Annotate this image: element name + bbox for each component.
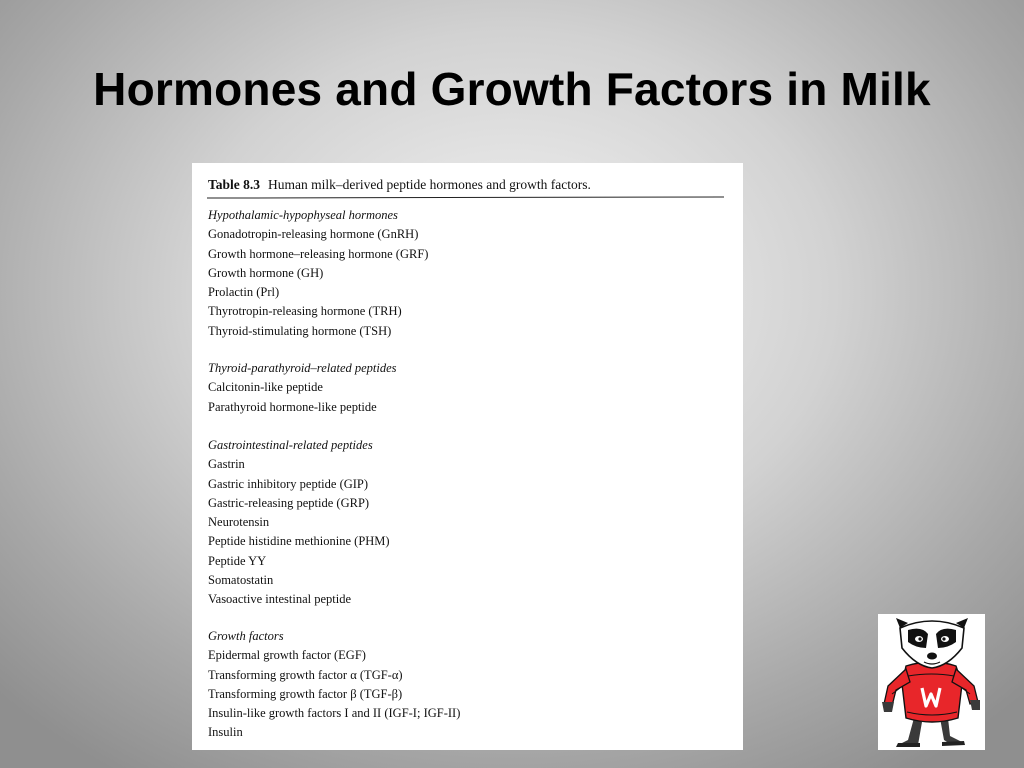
badger-mascot-icon — [878, 614, 985, 750]
table-group-gastrointestinal — [208, 436, 390, 610]
mascot-image — [878, 614, 985, 750]
table-row: Growth hormone–releasing hormone (GRF) — [208, 246, 429, 261]
group-heading: Growth factors — [208, 629, 284, 643]
group-heading: Hypothalamic-hypophyseal hormones — [208, 208, 398, 222]
table-row: Prolactin (Prl) — [208, 285, 280, 300]
table-row: Neurotensin — [208, 515, 270, 530]
table-row: Thyroid-stimulating hormone (TSH) — [208, 323, 392, 338]
table-row: Gastric inhibitory peptide (GIP) — [208, 476, 369, 491]
table-row: Calcitonin-like peptide — [208, 380, 323, 395]
table-row: Gonadotropin-releasing hormone (GnRH) — [208, 227, 419, 242]
table-row: Transforming growth factor α (TGF-α) — [208, 667, 403, 682]
table-caption — [208, 177, 724, 193]
table-row: Peptide YY — [208, 553, 267, 568]
table-row: Growth hormone (GH) — [208, 265, 324, 280]
table-caption-text: Human milk–derived peptide hormones and growth factors. — [268, 177, 591, 192]
table-row: Somatostatin — [208, 573, 274, 588]
table-row: Gastrin — [208, 457, 245, 472]
table-row: Epidermal growth factor (EGF) — [208, 648, 366, 663]
group-heading: Gastrointestinal-related peptides — [208, 438, 373, 452]
table-row: Thyrotropin-releasing hormone (TRH) — [208, 304, 402, 319]
table-row: Vasoactive intestinal peptide — [208, 592, 352, 607]
table-row: Parathyroid hormone-like peptide — [208, 399, 377, 414]
table-row: Peptide histidine methionine (PHM) — [208, 534, 390, 549]
table-image — [192, 163, 743, 750]
slide-title: Hormones and Growth Factors in Milk — [93, 63, 931, 115]
table-row: Insulin — [208, 725, 243, 740]
table-rule — [207, 196, 724, 198]
table-label: Table 8.3 — [208, 177, 261, 192]
table-group-thyroid — [208, 359, 397, 417]
table-group-hypothalamic — [208, 206, 428, 341]
table-row: Transforming growth factor β (TGF-β) — [208, 686, 403, 701]
table-row: Gastric-releasing peptide (GRP) — [208, 495, 370, 510]
table-group-growth-factors — [208, 627, 460, 743]
table-row: Insulin-like growth factors I and II (IGF-I; IGF-II) — [208, 706, 461, 721]
group-heading: Thyroid-parathyroid–related peptides — [208, 361, 397, 375]
